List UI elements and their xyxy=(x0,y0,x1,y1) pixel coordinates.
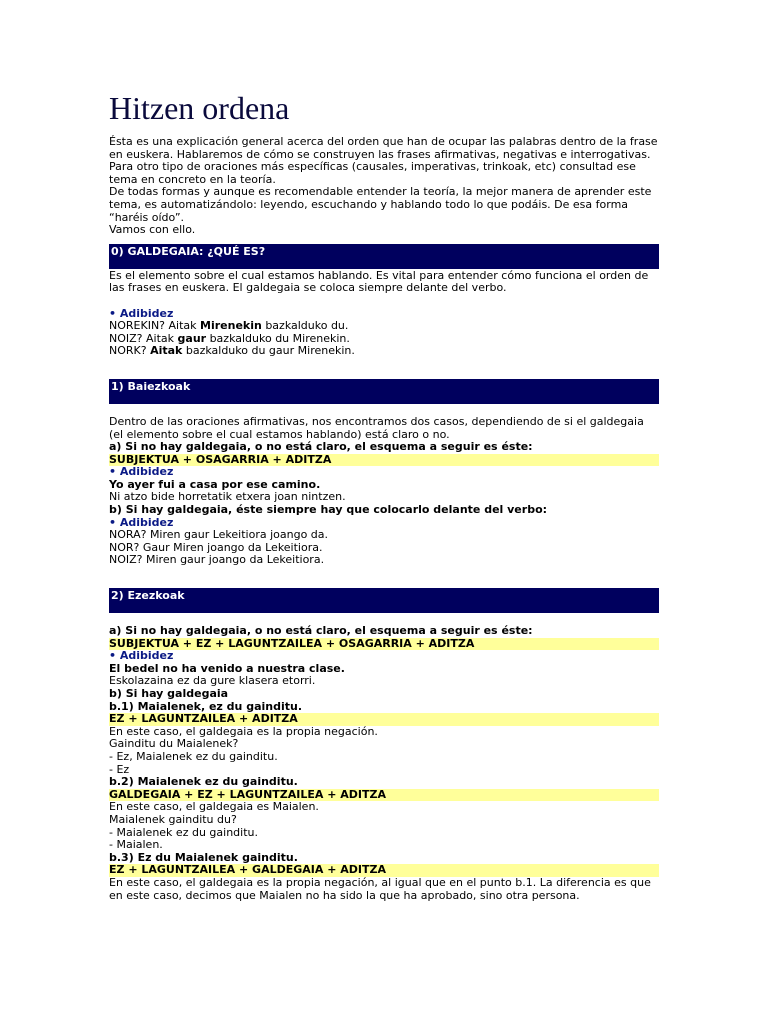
section-1-heading: 1) Baiezkoak xyxy=(109,379,659,404)
section-1-text: Dentro de las oraciones afirmativas, nos encontramos dos casos, dependiendo de si el galdegaia (el elemento sobre el cual estamos hablando) está claro o no. xyxy=(109,414,644,441)
section-1-b-adibidez: • Adibidez xyxy=(109,515,174,529)
section-2-b1-scheme: EZ + LAGUNTZAILEA + ADITZA xyxy=(109,713,659,726)
intro-paragraph-2: De todas formas y aunque es recomendable entender la teoría, la mejor manera de aprender este tema, es automatizándolo: leyendo, escuchando y hablando todo lo que podáis. De esa forma “haréis oído”. xyxy=(109,185,652,224)
section-0-text: Es el elemento sobre el cual estamos hablando. Es vital para entender cómo funciona el orden de las frases en euskera. El galdegaia se coloca siempre delante del verbo. xyxy=(109,268,649,295)
section-2-b1-line-2: Gainditu du Maialenek? xyxy=(109,737,239,751)
intro-paragraph-1: Ésta es una explicación general acerca del orden que han de ocupar las palabras dentro de la frase en euskera. Hablaremos de cómo se construyen las frases afirmativas, negativas e interrogativas. Para otro tipo de oraciones más específicas (causales, imperativas, trinkoak, etc) consultad ese tema en concreto en la teoría. xyxy=(109,135,658,186)
page-title: Hitzen ordena xyxy=(109,90,290,126)
intro-paragraph-3: Vamos con ello. xyxy=(109,223,196,237)
section-2-b1-line-3: - Ez, Maialenek ez du gainditu. xyxy=(109,749,278,763)
section-0-example-2: NOIZ? Aitak gaur bazkalduko du Mirenekin. xyxy=(109,331,350,345)
section-2-b2-line-3: - Maialenek ez du gainditu. xyxy=(109,825,258,839)
section-2-a-example-eu: Eskolazaina ez da gure klasera etorri. xyxy=(109,674,316,688)
section-1-a-adibidez: • Adibidez xyxy=(109,465,174,479)
section-1-a-example-es: Yo ayer fui a casa por ese camino. xyxy=(109,477,321,491)
section-2-b1-title: b.1) Maialenek, ez du gainditu. xyxy=(109,699,303,713)
document-page xyxy=(109,90,659,902)
section-2-b2-line-2: Maialenek gainditu du? xyxy=(109,812,237,826)
section-0-example-3: NORK? Aitak bazkalduko du gaur Mirenekin. xyxy=(109,344,355,358)
section-1-b-example-1: NORA? Miren gaur Lekeitiora joango da. xyxy=(109,528,329,542)
section-2-b-title: b) Si hay galdegaia xyxy=(109,687,229,700)
section-1-a-scheme: SUBJEKTUA + OSAGARRIA + ADITZA xyxy=(109,454,659,467)
section-1-a-title: a) Si no hay galdegaia, o no está claro, el esquema a seguir es éste: xyxy=(109,440,533,454)
section-2-b3-scheme: EZ + LAGUNTZAILEA + GALDEGAIA + ADITZA xyxy=(109,864,659,877)
section-2-b1-line-1: En este caso, el galdegaia es la propia negación. xyxy=(109,724,378,738)
section-0-example-1: NOREKIN? Aitak Mirenekin bazkalduko du. xyxy=(109,319,349,333)
section-2-heading: 2) Ezezkoak xyxy=(109,588,659,613)
section-1-a-example-eu: Ni atzo bide horretatik etxera joan nintzen. xyxy=(109,490,346,504)
section-1-b-example-2: NOR? Gaur Miren joango da Lekeitiora. xyxy=(109,540,323,554)
section-2-a-title: a) Si no hay galdegaia, o no está claro, el esquema a seguir es éste: xyxy=(109,624,533,638)
section-2-b2-scheme: GALDEGAIA + EZ + LAGUNTZAILEA + ADITZA xyxy=(109,789,659,802)
section-2-a-example-es: El bedel no ha venido a nuestra clase. xyxy=(109,661,345,675)
section-2-a-scheme: SUBJEKTUA + EZ + LAGUNTZAILEA + OSAGARRIA + ADITZA xyxy=(109,638,659,651)
section-2-b3-text: En este caso, el galdegaia es la propia negación, al igual que en el punto b.1. La diferencia es que en este caso, decimos que Maialen no ha sido la que ha aprobado, sino otra persona. xyxy=(109,875,651,902)
section-1-b-example-3: NOIZ? Miren gaur joango da Lekeitiora. xyxy=(109,553,325,567)
section-2-b1-line-4: - Ez xyxy=(109,762,130,776)
section-1-b-title: b) Si hay galdegaia, éste siempre hay que colocarlo delante del verbo: xyxy=(109,503,548,517)
section-2-a-adibidez: • Adibidez xyxy=(109,649,174,663)
section-2-b2-line-4: - Maialen. xyxy=(109,838,163,852)
section-2-b2-line-1: En este caso, el galdegaia es Maialen. xyxy=(109,800,319,814)
section-2-b3-title: b.3) Ez du Maialenek gainditu. xyxy=(109,850,298,864)
section-0-heading: 0) GALDEGAIA: ¿QUÉ ES? xyxy=(109,244,659,269)
section-0-adibidez: • Adibidez xyxy=(109,306,174,320)
section-2-b2-title: b.2) Maialenek ez du gainditu. xyxy=(109,775,298,789)
